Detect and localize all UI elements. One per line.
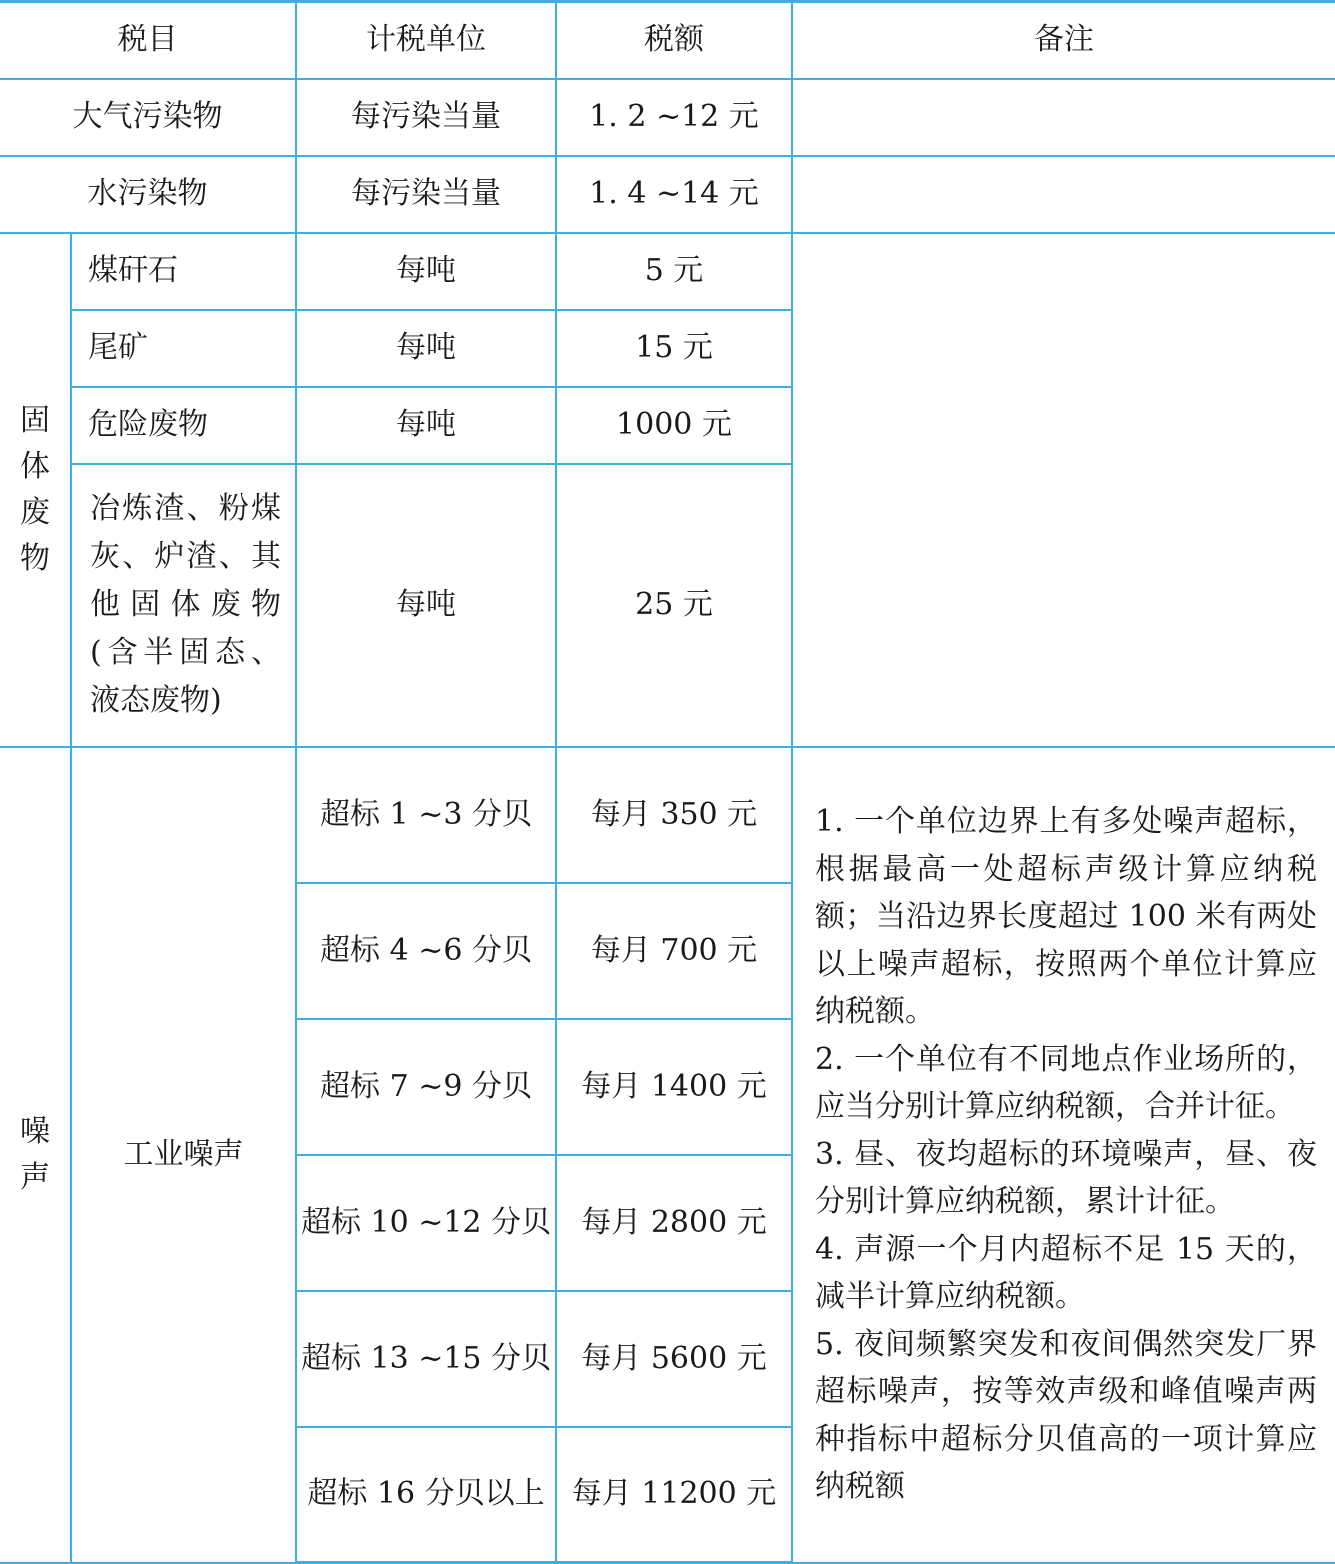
amount-other-solid-waste: 25 元 [556,464,792,747]
note-item: 5. 夜间频繁突发和夜间偶然突发厂界超标噪声，按等效声级和峰值噪声两种指标中超标分贝值高的一项计算应纳税额 [815,1326,1317,1505]
item-tailings: 尾矿 [71,310,296,387]
note-item: 2. 一个单位有不同地点作业场所的，应当分别计算应纳税额，合并计征。 [815,1041,1317,1125]
note-item: 1. 一个单位边界上有多处噪声超标，根据最高一处超标声级计算应纳税额；当沿边界长度超过 100 米有两处以上噪声超标，按照两个单位计算应纳税额。 [815,804,1317,1030]
noise-amount: 每月 11200 元 [556,1427,792,1563]
notes-air [792,79,1335,156]
category-char: 固 [20,402,50,438]
noise-level: 超标 10 ~12 分贝 [296,1155,556,1291]
noise-level: 超标 1 ~3 分贝 [296,747,556,883]
header-notes: 备注 [792,2,1335,79]
noise-level: 超标 7 ~9 分贝 [296,1019,556,1155]
category-char: 物 [20,540,50,576]
notes-solid-waste [792,233,1335,747]
item-air: 大气污染物 [0,79,296,156]
amount-air: 1. 2 ~12 元 [556,79,792,156]
unit-tailings: 每吨 [296,310,556,387]
unit-coal-gangue: 每吨 [296,233,556,310]
header-unit: 计税单位 [296,2,556,79]
noise-amount: 每月 350 元 [556,747,792,883]
item-hazardous-waste: 危险废物 [71,387,296,464]
note-item: 4. 声源一个月内超标不足 15 天的，减半计算应纳税额。 [815,1231,1317,1315]
category-char: 体 [20,448,50,484]
noise-level: 超标 13 ~15 分贝 [296,1291,556,1427]
unit-other-solid-waste: 每吨 [296,464,556,747]
notes-noise [792,747,1335,1563]
noise-amount: 每月 5600 元 [556,1291,792,1427]
header-row [0,2,1335,79]
noise-level: 超标 16 分贝以上 [296,1427,556,1563]
item-water: 水污染物 [0,156,296,233]
unit-water: 每污染当量 [296,156,556,233]
header-item: 税目 [0,2,296,79]
category-char: 噪 [20,1113,50,1149]
category-char: 声 [20,1159,50,1195]
category-char: 废 [20,494,50,530]
category-solid-waste [0,233,71,747]
table-row [0,233,1335,310]
noise-amount: 每月 2800 元 [556,1155,792,1291]
noise-amount: 每月 700 元 [556,883,792,1019]
amount-tailings: 15 元 [556,310,792,387]
category-noise [0,747,71,1563]
table-row [0,156,1335,233]
noise-level: 超标 4 ~6 分贝 [296,883,556,1019]
item-coal-gangue: 煤矸石 [71,233,296,310]
table-row [0,79,1335,156]
noise-amount: 每月 1400 元 [556,1019,792,1155]
subcategory-industrial-noise: 工业噪声 [71,747,296,1563]
amount-coal-gangue: 5 元 [556,233,792,310]
table-row [0,747,1335,883]
note-item: 3. 昼、夜均超标的环境噪声，昼、夜分别计算应纳税额，累计计征。 [815,1136,1317,1220]
notes-water [792,156,1335,233]
amount-water: 1. 4 ~14 元 [556,156,792,233]
amount-hazardous-waste: 1000 元 [556,387,792,464]
unit-hazardous-waste: 每吨 [296,387,556,464]
item-other-solid-waste: 冶炼渣、粉煤灰、炉渣、其他固体废物(含半固态、液态废物) [71,464,296,747]
header-amount: 税额 [556,2,792,79]
unit-air: 每污染当量 [296,79,556,156]
